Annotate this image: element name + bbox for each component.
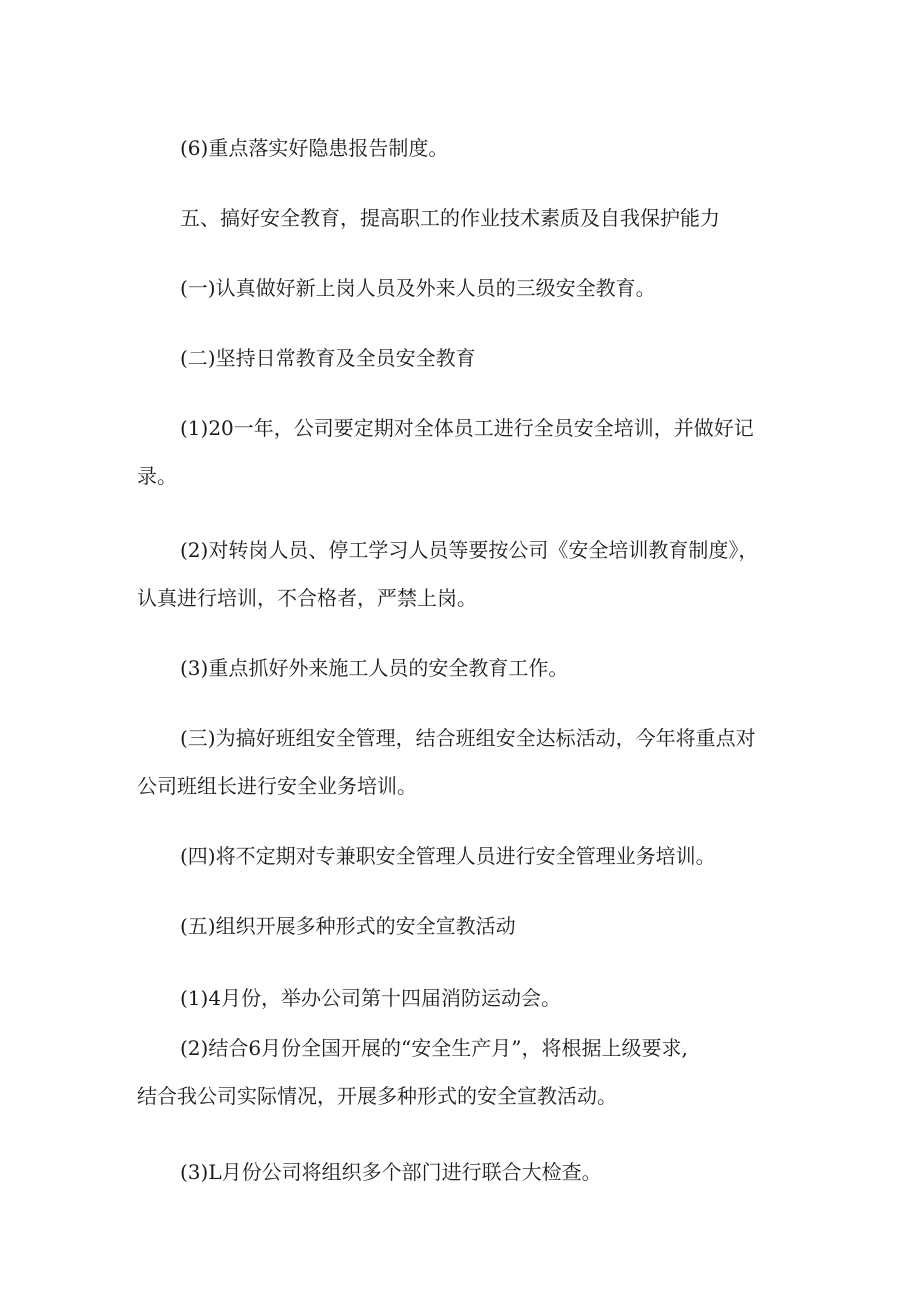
paragraph-line: (3)重点抓好外来施工人员的安全教育工作。 bbox=[180, 656, 569, 680]
paragraph-transfer-training bbox=[137, 526, 777, 622]
paragraph-joint-inspection bbox=[137, 1148, 777, 1196]
paragraph-line: (2)对转岗人员、停工学习人员等要按公司《安全培训教育制度》， bbox=[180, 538, 759, 562]
paragraph-line: (3)L月份公司将组织多个部门进行联合大检查。 bbox=[180, 1160, 602, 1184]
paragraph-line: 五、搞好安全教育，提高职工的作业技术素质及自我保护能力 bbox=[180, 206, 720, 230]
paragraph-line: (四)将不定期对专兼职安全管理人员进行安全管理业务培训。 bbox=[180, 844, 716, 868]
paragraph-staff-training bbox=[137, 404, 777, 500]
paragraph-manager-training bbox=[137, 832, 777, 880]
paragraph-three-level-education bbox=[137, 264, 777, 312]
paragraph-team-leader-training bbox=[137, 714, 777, 810]
paragraph-line: (三)为搞好班组安全管理，结合班组安全达标活动，今年将重点对 bbox=[180, 726, 756, 750]
paragraph-line: (1)20一年，公司要定期对全体员工进行全员安全培训，并做好记 bbox=[180, 416, 754, 440]
paragraph-line: (一)认真做好新上岗人员及外来人员的三级安全教育。 bbox=[180, 276, 656, 300]
paragraph-fire-games bbox=[137, 974, 777, 1022]
paragraph-line: (6)重点落实好隐患报告制度。 bbox=[180, 136, 449, 160]
paragraph-hazard-report bbox=[137, 124, 777, 172]
paragraph-line: (五)组织开展多种形式的安全宣教活动 bbox=[180, 914, 516, 938]
paragraph-line: 录。 bbox=[137, 464, 177, 488]
paragraph-contractor-education bbox=[137, 644, 777, 692]
paragraph-line: 公司班组长进行安全业务培训。 bbox=[137, 774, 417, 798]
paragraph-line: (二)坚持日常教育及全员安全教育 bbox=[180, 346, 476, 370]
paragraph-line: (1)4月份，举办公司第十四届消防运动会。 bbox=[180, 986, 562, 1010]
paragraph-safety-month bbox=[137, 1024, 777, 1120]
paragraph-line: 结合我公司实际情况，开展多种形式的安全宣教活动。 bbox=[137, 1084, 617, 1108]
paragraph-line: (2)结合6月份全国开展的“安全生产月”，将根据上级要求, bbox=[180, 1036, 688, 1060]
paragraph-publicity-activities bbox=[137, 902, 777, 950]
paragraph-line: 认真进行培训，不合格者，严禁上岗。 bbox=[137, 586, 477, 610]
paragraph-daily-education bbox=[137, 334, 777, 382]
section-heading-safety-education bbox=[137, 194, 777, 242]
